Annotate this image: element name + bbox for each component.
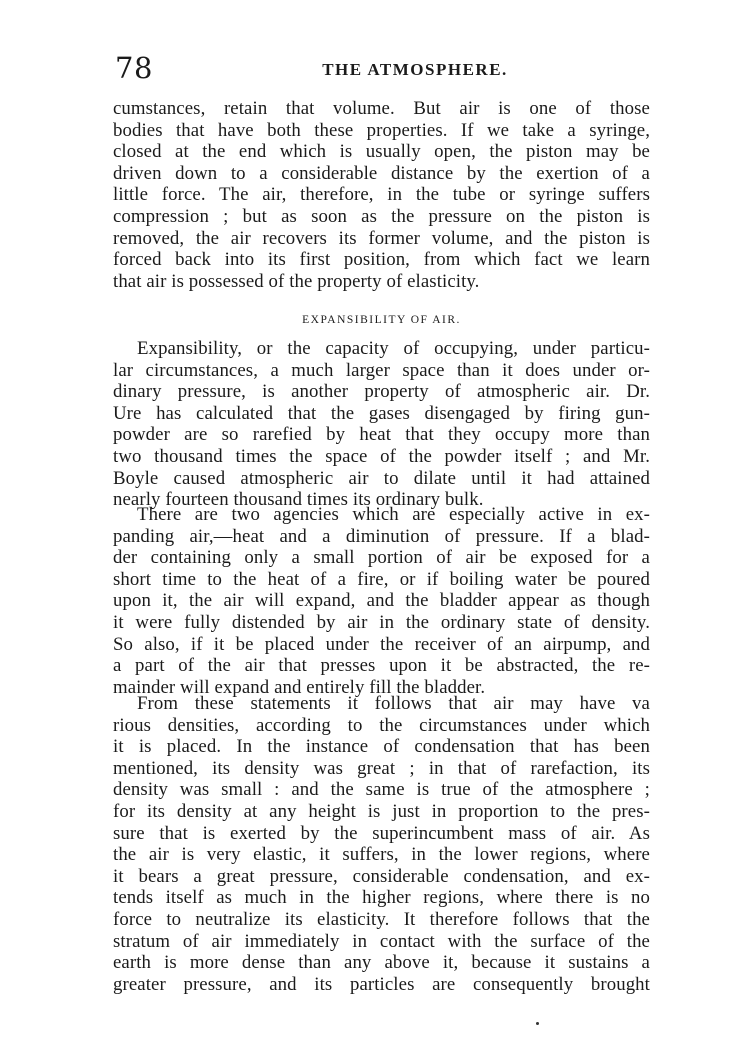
text-line: der containing only a small portion of air be exposed for a bbox=[113, 547, 650, 569]
text-line: stratum of air immediately in contact with the surface of the bbox=[113, 930, 650, 952]
text-line: two thousand times the space of the powder itself ; and Mr. bbox=[113, 445, 650, 467]
page-header bbox=[115, 52, 650, 86]
text-line: force to neutralize its elasticity. It therefore follows that the bbox=[113, 908, 650, 930]
text-line: Boyle caused atmospheric air to dilate until it had attained bbox=[113, 467, 650, 489]
text-line: dinary pressure, is another property of atmospheric air. Dr. bbox=[113, 381, 650, 403]
text-line: it bears a great pressure, considerable condensation, and ex- bbox=[113, 865, 650, 887]
running-title: THE ATMOSPHERE. bbox=[322, 60, 508, 79]
text-line: compression ; but as soon as the pressure on the piston is bbox=[113, 205, 650, 227]
text-line: lar circumstances, a much larger space than it does under or- bbox=[113, 359, 650, 381]
ink-speck bbox=[536, 1022, 539, 1025]
text-line: driven down to a considerable distance by the exertion of a bbox=[113, 162, 650, 184]
text-line: mentioned, its density was great ; in that of rarefaction, its bbox=[113, 757, 650, 779]
text-line: rious densities, according to the circumstances under which bbox=[113, 714, 650, 736]
text-line: panding air,—heat and a diminution of pressure. If a blad- bbox=[113, 525, 650, 547]
text-line: density was small : and the same is true of the atmosphere ; bbox=[113, 779, 650, 801]
text-line: upon it, the air will expand, and the bladder appear as though bbox=[113, 590, 650, 612]
text-line: the air is very elastic, it suffers, in the lower regions, where bbox=[113, 844, 650, 866]
text-line: it is placed. In the instance of condensation that has been bbox=[113, 736, 650, 758]
text-line: for its density at any height is just in proportion to the pres- bbox=[113, 800, 650, 822]
text-line: closed at the end which is usually open, the piston may be bbox=[113, 141, 650, 163]
paragraph bbox=[113, 504, 650, 698]
text-line: earth is more dense than any above it, because it sustains a bbox=[113, 952, 650, 974]
text-line: sure that is exerted by the superincumbent mass of air. As bbox=[113, 822, 650, 844]
text-line: So also, if it be placed under the receiver of an airpump, and bbox=[113, 633, 650, 655]
text-line: Ure has calculated that the gases disengaged by firing gun- bbox=[113, 402, 650, 424]
text-line: removed, the air recovers its former volume, and the piston is bbox=[113, 227, 650, 249]
paragraph-continued bbox=[113, 98, 650, 292]
text-line: nearly fourteen thousand times its ordinary bulk. bbox=[113, 489, 484, 511]
page-number: 78 bbox=[115, 51, 153, 85]
section-heading: EXPANSIBILITY OF AIR. bbox=[302, 314, 461, 326]
text-line: greater pressure, and its particles are consequently brought bbox=[113, 973, 650, 995]
text-line: short time to the heat of a fire, or if boiling water be poured bbox=[113, 568, 650, 590]
paragraph bbox=[113, 693, 650, 995]
text-line: mainder will expand and entirely fill the bladder. bbox=[113, 676, 486, 698]
text-line: cumstances, retain that volume. But air is one of those bbox=[113, 98, 650, 119]
text-line: little force. The air, therefore, in the tube or syringe suffers bbox=[113, 184, 650, 206]
text-line: it were fully distended by air in the ordinary state of density. bbox=[113, 611, 650, 633]
text-line: powder are so rarefied by heat that they occupy more than bbox=[113, 424, 650, 446]
paragraph bbox=[113, 338, 650, 511]
text-line: From these statements it follows that air may have va bbox=[137, 693, 650, 714]
text-line: bodies that have both these properties. If we take a syringe, bbox=[113, 119, 650, 141]
text-line: Expansibility, or the capacity of occupying, under particu- bbox=[137, 338, 650, 359]
text-line: There are two agencies which are especially active in ex- bbox=[137, 504, 650, 525]
text-line: a part of the air that presses upon it be abstracted, the re- bbox=[113, 655, 650, 677]
text-line: that air is possessed of the property of elasticity. bbox=[113, 270, 480, 292]
text-line: forced back into its first position, from which fact we learn bbox=[113, 249, 650, 271]
text-line: tends itself as much in the higher regions, where there is no bbox=[113, 887, 650, 909]
